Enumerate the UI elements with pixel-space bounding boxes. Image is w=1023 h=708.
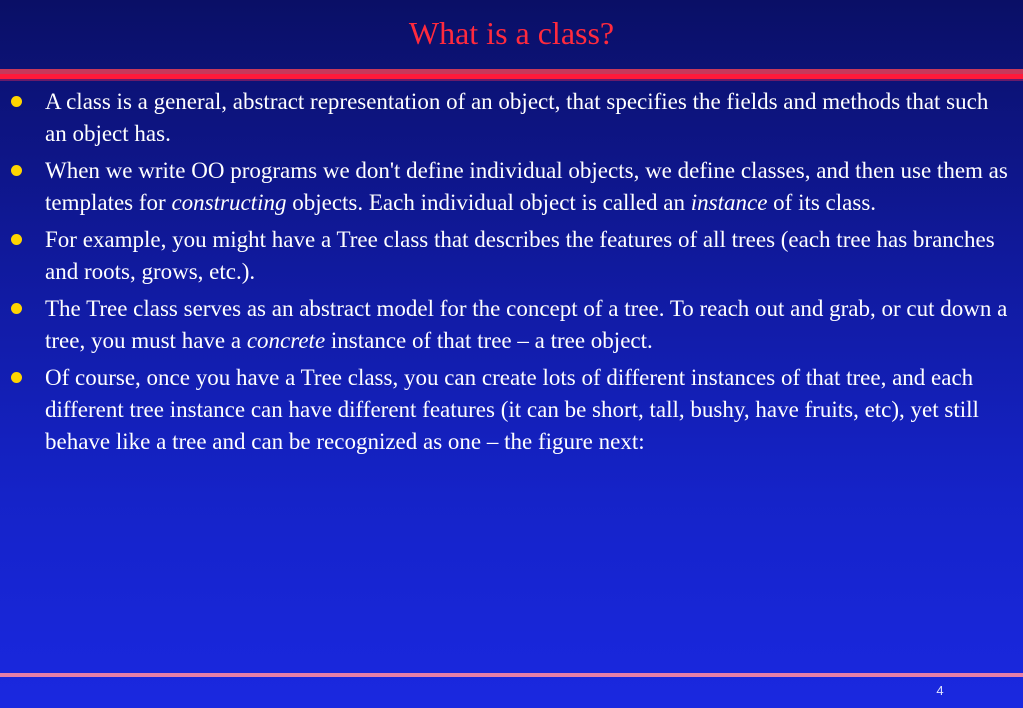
bullet-item-abstract-model bbox=[0, 293, 1023, 357]
bullet-item-instances bbox=[0, 362, 1023, 458]
bullet-dot-icon bbox=[11, 234, 22, 245]
bullet-text-part: The Tree class serves as an abstract model for the concept of a tree. To reach out and grab, or cut down a tree, you must have a bbox=[45, 296, 1008, 353]
bullet-text-part: When we write OO programs we don't define individual objects, we define classes, and then use them as templates for bbox=[45, 158, 1008, 215]
page-number: 4 bbox=[936, 683, 944, 698]
bullet-dot-icon bbox=[11, 303, 22, 314]
bullet-text-part: of its class. bbox=[767, 190, 877, 215]
emphasis-concrete: concrete bbox=[246, 328, 326, 353]
bullet-text: For example, you might have a Tree class that describes the features of all trees (each tree has branches and roots, grows, etc.). bbox=[45, 227, 995, 284]
title-underline-shadow bbox=[0, 79, 1023, 81]
bullet-dot-icon bbox=[11, 96, 22, 107]
bullet-text-part: instance of that tree – a tree object. bbox=[325, 328, 653, 353]
footer-rule bbox=[0, 673, 1023, 677]
bullet-item-class-definition bbox=[0, 86, 1023, 150]
emphasis-constructing: constructing bbox=[171, 190, 287, 215]
bullet-text-part: objects. Each individual object is called an bbox=[286, 190, 691, 215]
bullet-dot-icon bbox=[11, 372, 22, 383]
bullet-text: A class is a general, abstract representation of an object, that specifies the fields and methods that such an object has. bbox=[45, 89, 989, 146]
bullet-text: Of course, once you have a Tree class, you can create lots of different instances of that tree, and each different tree instance can have different features (it can be short, tall, bushy, have fruits, etc), yet still behave like a tree and can be recognized as one – the figure next: bbox=[45, 365, 979, 454]
bullet-item-tree-example bbox=[0, 224, 1023, 288]
bullet-item-oo-programs bbox=[0, 155, 1023, 219]
slide-title: What is a class? bbox=[408, 15, 615, 51]
emphasis-instance: instance bbox=[690, 190, 768, 215]
bullet-list bbox=[0, 86, 1023, 463]
bullet-dot-icon bbox=[11, 165, 22, 176]
